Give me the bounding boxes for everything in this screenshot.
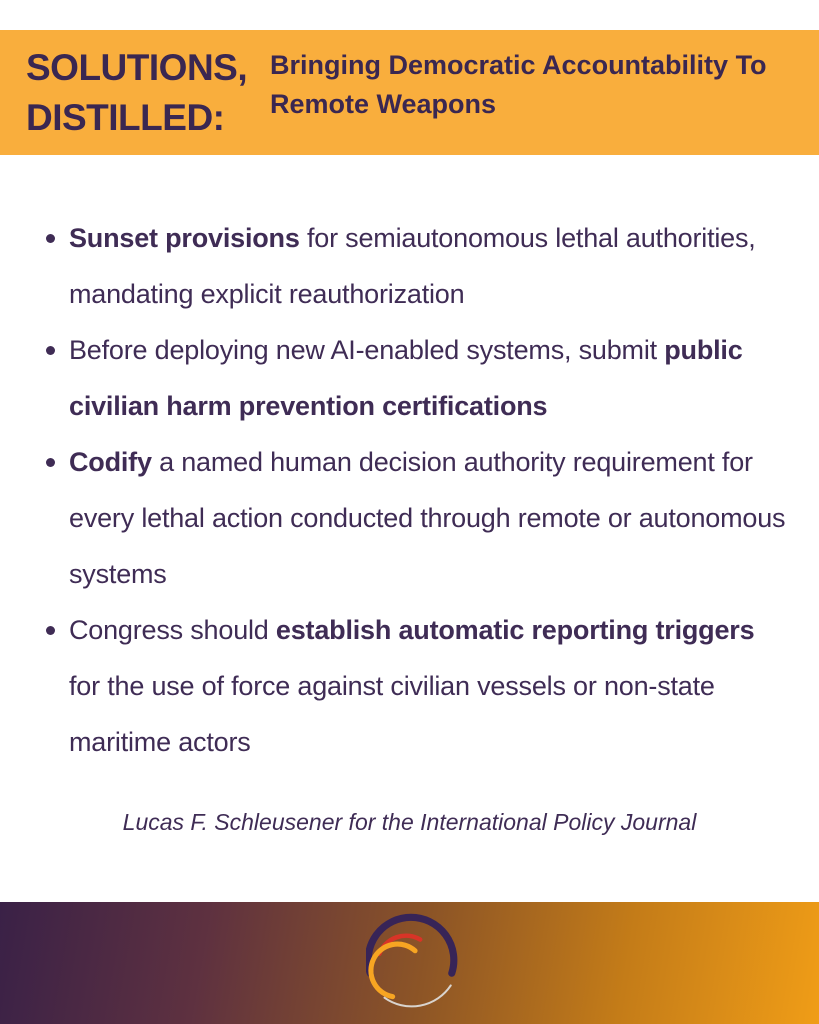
attribution-line: Lucas F. Schleusener for the International Policy Journal [122, 809, 697, 835]
bullet-dot [46, 458, 55, 467]
page-title [26, 43, 264, 155]
bullet-list [46, 210, 788, 770]
bullet-item [46, 602, 788, 770]
bullet-item [46, 322, 788, 434]
bullet-text: Before deploying new AI-enabled systems, submit public civilian harm prevention certifications [69, 335, 743, 421]
page-subtitle: Bringing Democratic Accountability To Remote Weapons [270, 50, 767, 119]
bullet-text: Congress should establish automatic reporting triggers for the use of force against civilian vessels or non-state maritime actors [69, 615, 755, 757]
bullet-item [46, 434, 788, 602]
bullet-item [46, 210, 788, 322]
crescent-swirl-logo [366, 912, 458, 1014]
bullet-text: Sunset provisions for semiautonomous lethal authorities, mandating explicit reauthorization [69, 223, 756, 309]
bullet-text: Codify a named human decision authority requirement for every lethal action conducted through remote or autonomous systems [69, 447, 786, 589]
logo-gold-arc [371, 944, 415, 997]
page-title-line2: DISTILLED: [26, 97, 225, 138]
bullet-dot [46, 346, 55, 355]
header-band [0, 30, 819, 155]
bullet-dot [46, 234, 55, 243]
bullet-dot [46, 626, 55, 635]
page-title-line1: SOLUTIONS, [26, 47, 248, 88]
